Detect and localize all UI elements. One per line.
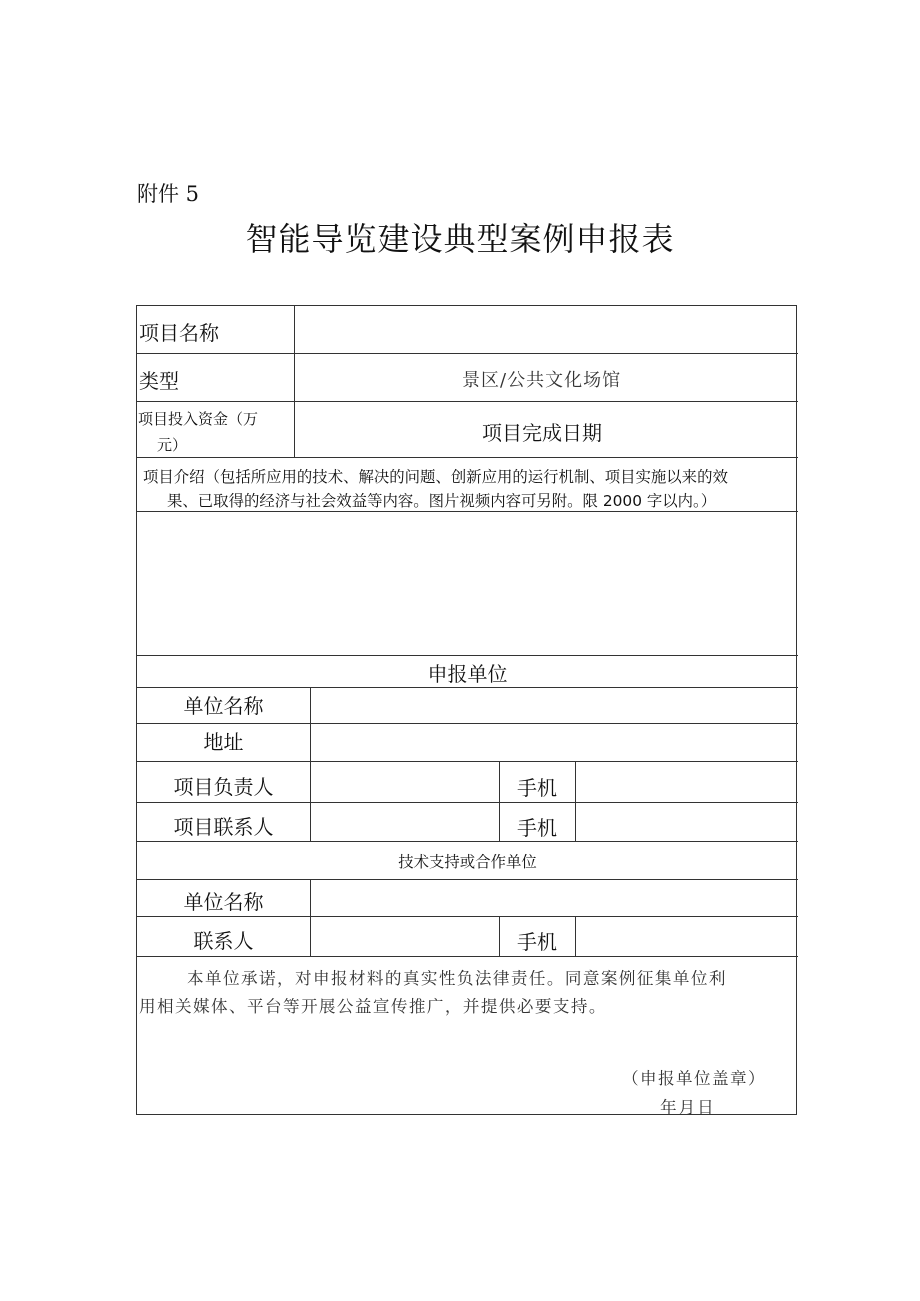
type-label: 类型 <box>139 369 179 393</box>
pledge-text-line2: 用相关媒体、平台等开展公益宣传推广，并提供必要支持。 <box>139 997 607 1016</box>
completion-date-label: 项目完成日期 <box>482 421 602 445</box>
row-divider <box>137 841 798 842</box>
project-contact-field[interactable] <box>311 803 499 841</box>
partner-unit-name-label: 单位名称 <box>183 890 264 914</box>
leader-phone-field[interactable] <box>576 762 798 802</box>
funding-label-line1: 项目投入资金（万 <box>138 410 259 428</box>
row-divider <box>137 353 798 354</box>
row-divider <box>137 457 798 458</box>
intro-description-line2: 果、已取得的经济与社会效益等内容。图片视频内容可另附。限 2000 字以内。） <box>167 492 717 510</box>
partner-phone-label: 手机 <box>517 930 557 954</box>
date-label: 年月日 <box>660 1098 716 1117</box>
seal-label: （申报单位盖章） <box>622 1069 766 1088</box>
partner-phone-field[interactable] <box>576 917 798 956</box>
row-divider <box>137 655 798 656</box>
contact-phone-field[interactable] <box>576 803 798 841</box>
intro-description-line1: 项目介绍（包括所应用的技术、解决的问题、创新应用的运行机制、项目实施以来的效 <box>143 468 728 486</box>
project-name-label: 项目名称 <box>139 321 219 345</box>
form-title: 智能导览建设典型案例申报表 <box>245 220 675 258</box>
project-contact-label: 项目联系人 <box>173 815 274 839</box>
project-leader-field[interactable] <box>311 762 499 802</box>
partner-section-title: 技术支持或合作单位 <box>398 853 537 871</box>
project-leader-label: 项目负责人 <box>173 775 274 799</box>
applicant-unit-name-label: 单位名称 <box>183 694 264 718</box>
project-name-field[interactable] <box>295 306 798 353</box>
contact-phone-label: 手机 <box>517 816 557 840</box>
applicant-address-label: 地址 <box>203 730 244 754</box>
intro-content-area[interactable] <box>137 512 798 655</box>
partner-contact-field[interactable] <box>311 917 499 956</box>
application-form-table <box>136 305 797 1115</box>
applicant-address-field[interactable] <box>311 724 798 761</box>
attachment-label: 附件 5 <box>137 182 200 206</box>
partner-unit-name-field[interactable] <box>311 880 798 916</box>
funding-label-line2: 元） <box>157 436 188 454</box>
applicant-section-title: 申报单位 <box>427 662 508 686</box>
row-divider <box>137 401 798 402</box>
row-divider <box>137 956 798 957</box>
applicant-unit-name-field[interactable] <box>311 688 798 723</box>
leader-phone-label: 手机 <box>517 776 557 800</box>
type-value[interactable]: 景区/公共文化场馆 <box>462 370 622 391</box>
pledge-text-line1: 本单位承诺，对申报材料的真实性负法律责任。同意案例征集单位利 <box>187 969 727 988</box>
partner-contact-label: 联系人 <box>193 929 254 953</box>
